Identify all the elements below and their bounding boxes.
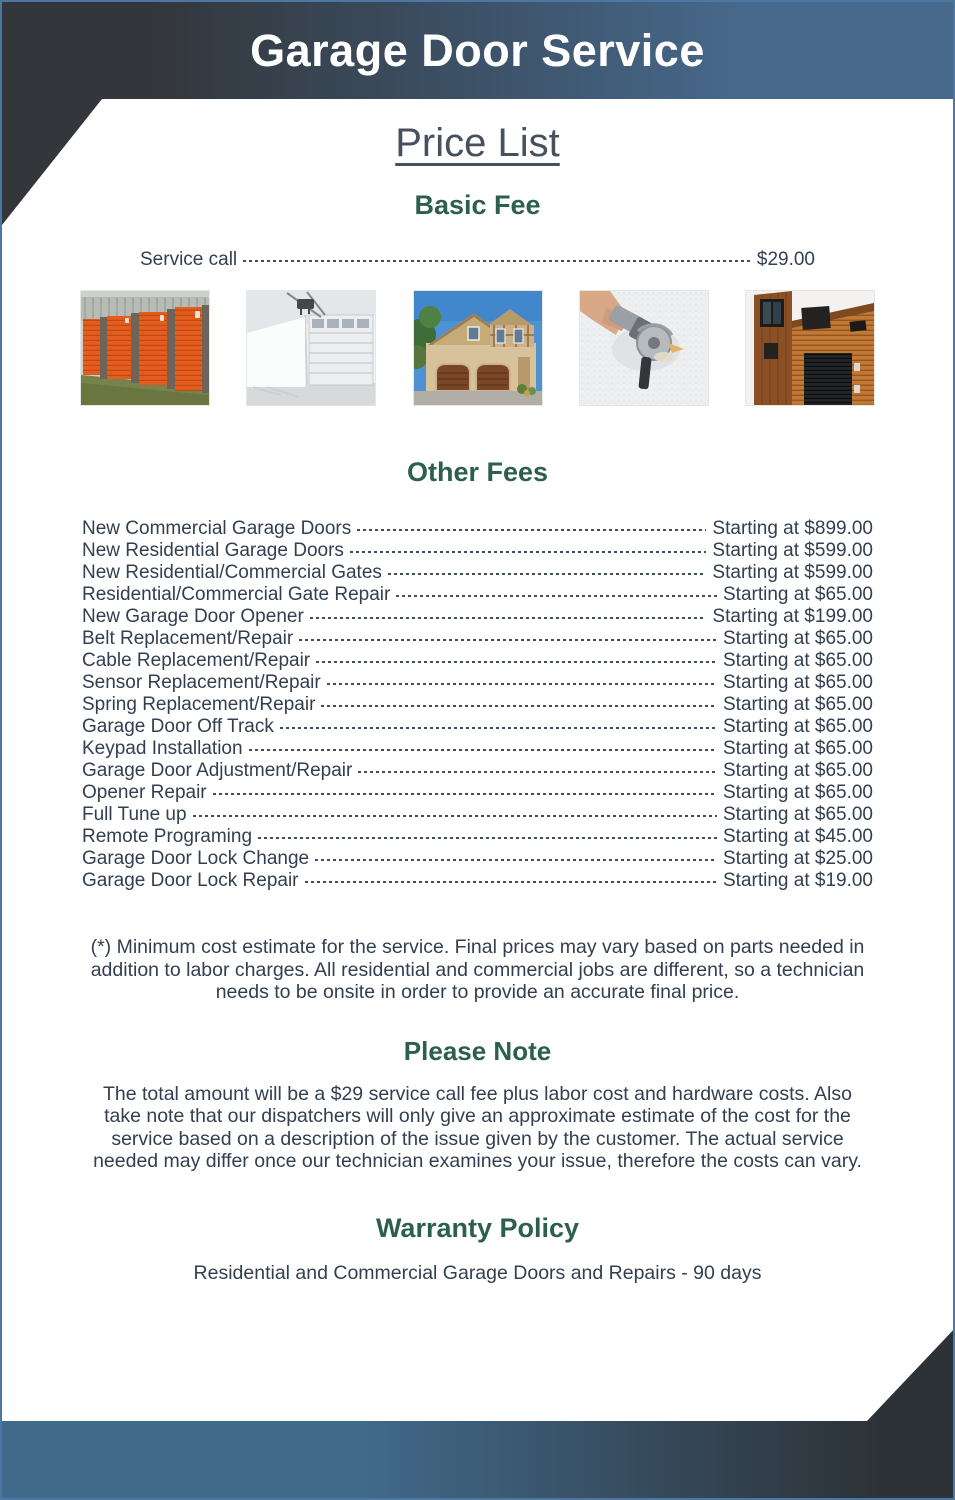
fee-label: Keypad Installation [82, 738, 243, 759]
dash-leader [305, 881, 718, 883]
minimum-cost-note: (*) Minimum cost estimate for the service. Final prices may vary based on parts needed in addition to labor charges. All residential and commercial jobs are different, so a technician needs to be onsite in order to provide an accurate final price. [90, 936, 865, 1003]
fee-price: Starting at $65.00 [723, 738, 873, 759]
fee-price: Starting at $65.00 [723, 694, 873, 715]
fee-row [82, 628, 873, 650]
fee-price: Starting at $65.00 [723, 584, 873, 605]
fee-price: Starting at $65.00 [723, 782, 873, 803]
other-fees-heading: Other Fees [406, 457, 549, 487]
price-list-title: Price List [395, 121, 560, 165]
fee-label: Spring Replacement/Repair [82, 694, 316, 715]
dash-leader [327, 683, 717, 685]
fee-row [82, 782, 873, 804]
dash-leader [213, 793, 717, 795]
other-fees-list [82, 518, 873, 892]
fee-row [82, 606, 873, 628]
footer-banner [2, 1323, 955, 1498]
fee-label: Residential/Commercial Gate Repair [82, 584, 391, 605]
fee-row [82, 826, 873, 848]
dash-leader [358, 771, 717, 773]
fee-price: Starting at $25.00 [723, 848, 873, 869]
dash-leader [350, 551, 707, 553]
fee-row [82, 540, 873, 562]
dash-leader [315, 859, 717, 861]
fee-label: Sensor Replacement/Repair [82, 672, 321, 693]
fee-label: Belt Replacement/Repair [82, 628, 294, 649]
dash-leader [258, 837, 717, 839]
fee-row [82, 870, 873, 892]
dash-leader [243, 260, 751, 262]
fee-label: New Garage Door Opener [82, 606, 304, 627]
document-body [2, 2, 953, 1284]
fee-label: Remote Programing [82, 826, 253, 847]
basic-fee-heading: Basic Fee [414, 190, 541, 220]
fee-label: Garage Door Lock Change [82, 848, 310, 869]
wood-facade-garage-door-photo [746, 291, 874, 405]
fee-price: Starting at $45.00 [723, 826, 873, 847]
fee-price: Starting at $65.00 [723, 760, 873, 781]
fee-row [82, 584, 873, 606]
dash-leader [357, 529, 706, 531]
fee-price: $29.00 [756, 249, 815, 270]
fee-row [82, 738, 873, 760]
dash-leader [396, 595, 717, 597]
fee-label: Full Tune up [82, 804, 187, 825]
fee-row [82, 562, 873, 584]
technician-grinder-tool-photo [580, 291, 708, 405]
fee-label: New Commercial Garage Doors [82, 518, 352, 539]
house-double-garage-photo [414, 291, 542, 405]
dash-leader [316, 661, 717, 663]
fee-label: Opener Repair [82, 782, 207, 803]
photo-gallery [81, 291, 874, 405]
fee-price: Starting at $599.00 [712, 540, 873, 561]
fee-price: Starting at $19.00 [723, 870, 873, 891]
fee-price: Starting at $65.00 [723, 672, 873, 693]
fee-price: Starting at $65.00 [723, 716, 873, 737]
fee-price: Starting at $199.00 [712, 606, 873, 627]
fee-row [82, 650, 873, 672]
fee-label: Garage Door Adjustment/Repair [82, 760, 353, 781]
orange-storage-garage-doors-photo [81, 291, 209, 405]
dash-leader [310, 617, 707, 619]
dash-leader [193, 815, 717, 817]
fee-price: Starting at $65.00 [723, 650, 873, 671]
fee-price: Starting at $65.00 [723, 628, 873, 649]
please-note-heading: Please Note [403, 1035, 552, 1066]
fee-row [82, 518, 873, 540]
page-title: Garage Door Service [250, 25, 705, 76]
fee-label: Service call [140, 249, 238, 270]
fee-label: New Residential Garage Doors [82, 540, 344, 561]
fee-row [140, 249, 815, 271]
dash-leader [249, 749, 717, 751]
warranty-policy-text: Residential and Commercial Garage Doors and Repairs - 90 days [193, 1261, 762, 1284]
fee-price: Starting at $599.00 [712, 562, 873, 583]
fee-label: Cable Replacement/Repair [82, 650, 311, 671]
fee-row [82, 848, 873, 870]
fee-label: New Residential/Commercial Gates [82, 562, 382, 583]
fee-price: Starting at $65.00 [723, 804, 873, 825]
fee-row [82, 760, 873, 782]
dash-leader [280, 727, 717, 729]
fee-row [82, 804, 873, 826]
fee-label: Garage Door Off Track [82, 716, 274, 737]
fee-price: Starting at $899.00 [712, 518, 873, 539]
dash-leader [321, 705, 717, 707]
fee-label: Garage Door Lock Repair [82, 870, 299, 891]
fee-row [82, 694, 873, 716]
fee-row [82, 716, 873, 738]
please-note-text: The total amount will be a $29 service call fee plus labor cost and hardware costs. Also take note that our dispatchers will only give an approximate estimate of the cost for the service based on a description of the issue given by the customer. The actual service needed may differ once our technician examines your issue, therefore the costs can vary. [93, 1082, 862, 1172]
warranty-policy-heading: Warranty Policy [375, 1212, 580, 1243]
dash-leader [388, 573, 707, 575]
fee-row [82, 672, 873, 694]
basic-fee-list [140, 249, 815, 271]
dash-leader [299, 639, 717, 641]
garage-interior-opener-photo [247, 291, 375, 405]
